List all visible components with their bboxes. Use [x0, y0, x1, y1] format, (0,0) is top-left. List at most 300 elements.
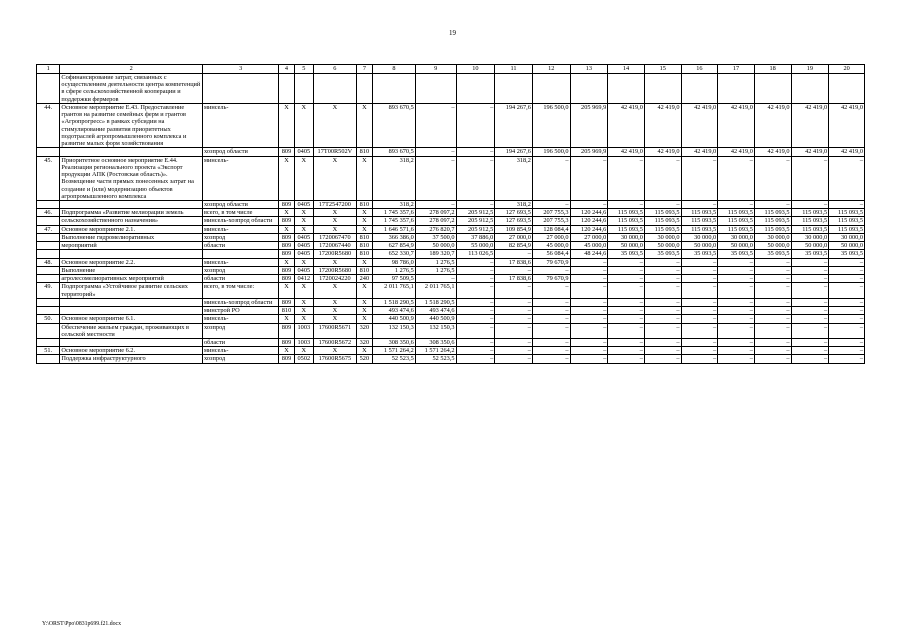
value-cell: X: [294, 103, 313, 147]
table-body: [37, 65, 865, 364]
value-cell: –: [495, 283, 533, 298]
value-cell: 45 000,0: [570, 242, 608, 250]
value-cell: 520: [356, 355, 372, 363]
value-cell: –: [718, 266, 755, 274]
value-cell: –: [681, 307, 718, 315]
value-cell: 35 093,5: [681, 250, 718, 258]
value-cell: –: [718, 200, 755, 208]
value-cell: –: [456, 275, 495, 283]
header-cell: 1: [37, 65, 60, 74]
value-cell: –: [718, 307, 755, 315]
value-cell: X: [279, 156, 294, 200]
header-cell: 2: [60, 65, 203, 74]
value-cell: 115 093,5: [608, 225, 645, 233]
executor-cell: [203, 250, 279, 258]
value-cell: 17 838,6: [495, 275, 533, 283]
value-cell: 809: [279, 338, 294, 346]
value-cell: 17600R5675: [313, 355, 356, 363]
value-cell: 115 093,5: [754, 225, 791, 233]
value-cell: 42 419,0: [791, 148, 829, 156]
value-cell: 308 350,6: [415, 338, 456, 346]
value-cell: 320: [356, 323, 372, 338]
value-cell: –: [681, 315, 718, 323]
value-cell: –: [532, 315, 570, 323]
value-cell: 97 509,5: [373, 275, 416, 283]
value-cell: 132 150,3: [415, 323, 456, 338]
header-cell: 7: [356, 65, 372, 74]
value-cell: 50 000,0: [608, 242, 645, 250]
value-cell: 493 474,6: [373, 307, 416, 315]
value-cell: –: [570, 156, 608, 200]
header-cell: 9: [415, 65, 456, 74]
value-cell: 42 419,0: [829, 148, 865, 156]
table-row: [37, 338, 865, 346]
value-cell: 809: [279, 298, 294, 306]
value-cell: –: [495, 315, 533, 323]
value-cell: –: [718, 338, 755, 346]
table-row: [37, 233, 865, 241]
value-cell: –: [829, 355, 865, 363]
value-cell: –: [608, 315, 645, 323]
value-cell: –: [495, 338, 533, 346]
value-cell: –: [608, 266, 645, 274]
name-cell: [60, 338, 203, 346]
name-cell: мероприятий: [60, 242, 203, 250]
value-cell: X: [313, 283, 356, 298]
value-cell: 42 419,0: [718, 148, 755, 156]
table-row: [37, 315, 865, 323]
value-cell: –: [532, 200, 570, 208]
value-cell: [829, 74, 865, 104]
value-cell: –: [456, 148, 495, 156]
value-cell: –: [644, 283, 681, 298]
value-cell: 132 150,3: [373, 323, 416, 338]
executor-cell: минсель-: [203, 156, 279, 200]
value-cell: –: [608, 347, 645, 355]
value-cell: –: [681, 275, 718, 283]
value-cell: –: [608, 258, 645, 266]
value-cell: 893 670,5: [373, 148, 416, 156]
name-cell: [60, 307, 203, 315]
executor-cell: минсель-хозпрод области: [203, 298, 279, 306]
value-cell: –: [456, 355, 495, 363]
value-cell: 35 093,5: [718, 250, 755, 258]
value-cell: 42 419,0: [754, 103, 791, 147]
value-cell: –: [754, 200, 791, 208]
table-row: [37, 225, 865, 233]
value-cell: –: [829, 200, 865, 208]
name-cell: [60, 200, 203, 208]
value-cell: –: [456, 283, 495, 298]
value-cell: 1 518 290,5: [415, 298, 456, 306]
value-cell: 82 854,9: [495, 242, 533, 250]
value-cell: –: [791, 258, 829, 266]
value-cell: –: [415, 148, 456, 156]
name-cell: Подпрограмма «Развитие мелиорации земель: [60, 209, 203, 217]
value-cell: 809: [279, 200, 294, 208]
value-cell: 1003: [294, 338, 313, 346]
row-number-cell: 48.: [37, 258, 60, 266]
value-cell: –: [791, 156, 829, 200]
program-table: [36, 64, 865, 364]
value-cell: 205 912,5: [456, 225, 495, 233]
value-cell: X: [294, 209, 313, 217]
value-cell: –: [570, 338, 608, 346]
value-cell: –: [754, 323, 791, 338]
executor-cell: всего, в том числе:: [203, 283, 279, 298]
value-cell: 42 419,0: [644, 103, 681, 147]
value-cell: –: [456, 338, 495, 346]
value-cell: X: [279, 209, 294, 217]
executor-cell: области: [203, 275, 279, 283]
value-cell: 42 419,0: [608, 103, 645, 147]
row-number-cell: [37, 266, 60, 274]
value-cell: 205 969,9: [570, 148, 608, 156]
value-cell: X: [294, 225, 313, 233]
value-cell: X: [279, 315, 294, 323]
value-cell: 366 386,0: [373, 233, 416, 241]
value-cell: [608, 74, 645, 104]
value-cell: –: [456, 156, 495, 200]
value-cell: 115 093,5: [681, 217, 718, 225]
value-cell: X: [294, 307, 313, 315]
value-cell: 0405: [294, 242, 313, 250]
value-cell: 113 026,5: [456, 250, 495, 258]
value-cell: –: [829, 307, 865, 315]
value-cell: –: [532, 266, 570, 274]
value-cell: –: [532, 347, 570, 355]
value-cell: 194 267,6: [495, 148, 533, 156]
row-number-cell: 49.: [37, 283, 60, 298]
value-cell: 809: [279, 323, 294, 338]
value-cell: 17Т00R502V: [313, 148, 356, 156]
name-cell: Основное мероприятие 2.1.: [60, 225, 203, 233]
value-cell: 115 093,5: [608, 217, 645, 225]
value-cell: X: [279, 347, 294, 355]
value-cell: X: [356, 156, 372, 200]
executor-cell: хозпрод области: [203, 200, 279, 208]
value-cell: 440 500,9: [373, 315, 416, 323]
executor-cell: хозпрод: [203, 323, 279, 338]
table-row: [37, 148, 865, 156]
value-cell: 0405: [294, 250, 313, 258]
row-number-cell: 46.: [37, 209, 60, 217]
value-cell: 37 886,0: [456, 233, 495, 241]
value-cell: 42 419,0: [608, 148, 645, 156]
value-cell: X: [294, 283, 313, 298]
row-number-cell: [37, 217, 60, 225]
table-row: [37, 355, 865, 363]
value-cell: –: [791, 200, 829, 208]
value-cell: –: [681, 156, 718, 200]
name-cell: [60, 250, 203, 258]
value-cell: –: [829, 315, 865, 323]
executor-cell: [203, 74, 279, 104]
value-cell: –: [415, 156, 456, 200]
table-row: [37, 103, 865, 147]
value-cell: 17200R5680: [313, 266, 356, 274]
value-cell: 127 693,5: [495, 217, 533, 225]
value-cell: 810: [356, 266, 372, 274]
value-cell: –: [608, 323, 645, 338]
name-cell: Основное мероприятие 6.2.: [60, 347, 203, 355]
value-cell: [718, 74, 755, 104]
value-cell: 308 350,6: [373, 338, 416, 346]
value-cell: X: [356, 307, 372, 315]
value-cell: –: [644, 298, 681, 306]
value-cell: –: [570, 283, 608, 298]
value-cell: –: [718, 315, 755, 323]
value-cell: –: [456, 347, 495, 355]
value-cell: 0502: [294, 355, 313, 363]
value-cell: 1 646 571,6: [373, 225, 416, 233]
value-cell: 50 000,0: [829, 242, 865, 250]
row-number-cell: [37, 338, 60, 346]
value-cell: 1 276,5: [373, 266, 416, 274]
name-cell: Выполнение: [60, 266, 203, 274]
executor-cell: области: [203, 242, 279, 250]
value-cell: –: [495, 298, 533, 306]
value-cell: 320: [356, 338, 372, 346]
value-cell: 115 093,5: [754, 209, 791, 217]
value-cell: [313, 74, 356, 104]
table-row: [37, 266, 865, 274]
executor-cell: минсель-: [203, 315, 279, 323]
header-cell: 15: [644, 65, 681, 74]
value-cell: 1720067470: [313, 233, 356, 241]
value-cell: –: [754, 315, 791, 323]
value-cell: 50 000,0: [754, 242, 791, 250]
value-cell: 276 820,7: [415, 225, 456, 233]
name-cell: Софинансирование затрат, связанных с осуществлением деятельности центра компетенций в сфере сельскохозяйственной кооперации и поддержки фермеров: [60, 74, 203, 104]
header-cell: 10: [456, 65, 495, 74]
value-cell: 35 093,5: [754, 250, 791, 258]
value-cell: 42 419,0: [718, 103, 755, 147]
value-cell: 115 093,5: [829, 225, 865, 233]
value-cell: 810: [356, 200, 372, 208]
value-cell: 810: [356, 242, 372, 250]
executor-cell: области: [203, 338, 279, 346]
value-cell: –: [570, 298, 608, 306]
value-cell: 109 854,9: [495, 225, 533, 233]
value-cell: 205 912,5: [456, 217, 495, 225]
value-cell: 278 097,2: [415, 209, 456, 217]
value-cell: –: [681, 338, 718, 346]
executor-cell: хозпрод области: [203, 148, 279, 156]
value-cell: 318,2: [495, 156, 533, 200]
value-cell: –: [495, 323, 533, 338]
value-cell: –: [754, 156, 791, 200]
value-cell: 115 093,5: [644, 209, 681, 217]
value-cell: X: [356, 103, 372, 147]
value-cell: 809: [279, 275, 294, 283]
table-row: [37, 250, 865, 258]
value-cell: 79 670,9: [532, 275, 570, 283]
value-cell: –: [829, 275, 865, 283]
table-row: [37, 242, 865, 250]
value-cell: 27 000,0: [495, 233, 533, 241]
value-cell: 810: [356, 250, 372, 258]
row-number-cell: [37, 298, 60, 306]
value-cell: X: [356, 258, 372, 266]
value-cell: 809: [279, 266, 294, 274]
header-cell: 19: [791, 65, 829, 74]
name-cell: Выполнение гидромелиоративных: [60, 233, 203, 241]
value-cell: 50 000,0: [718, 242, 755, 250]
value-cell: –: [754, 355, 791, 363]
value-cell: X: [294, 217, 313, 225]
value-cell: [570, 74, 608, 104]
value-cell: –: [532, 323, 570, 338]
value-cell: –: [829, 266, 865, 274]
value-cell: 30 000,0: [718, 233, 755, 241]
table-row: [37, 275, 865, 283]
executor-cell: всего, в том числе: [203, 209, 279, 217]
value-cell: –: [495, 347, 533, 355]
value-cell: –: [456, 307, 495, 315]
executor-cell: минсель-: [203, 258, 279, 266]
value-cell: –: [829, 283, 865, 298]
value-cell: X: [313, 298, 356, 306]
value-cell: –: [608, 275, 645, 283]
value-cell: –: [608, 298, 645, 306]
value-cell: X: [356, 315, 372, 323]
value-cell: 50 000,0: [791, 242, 829, 250]
value-cell: 205 912,5: [456, 209, 495, 217]
value-cell: –: [829, 338, 865, 346]
value-cell: –: [718, 283, 755, 298]
value-cell: –: [495, 266, 533, 274]
value-cell: –: [754, 347, 791, 355]
value-cell: –: [754, 275, 791, 283]
table-row: [37, 74, 865, 104]
value-cell: 30 000,0: [681, 233, 718, 241]
value-cell: X: [313, 209, 356, 217]
value-cell: –: [570, 355, 608, 363]
executor-cell: минсель-: [203, 347, 279, 355]
value-cell: –: [456, 298, 495, 306]
value-cell: –: [570, 323, 608, 338]
value-cell: –: [754, 338, 791, 346]
value-cell: [681, 74, 718, 104]
row-number-cell: 45.: [37, 156, 60, 200]
row-number-cell: [37, 355, 60, 363]
value-cell: X: [313, 307, 356, 315]
value-cell: –: [570, 258, 608, 266]
value-cell: 115 093,5: [681, 209, 718, 217]
table-header-row: [37, 65, 865, 74]
header-cell: 14: [608, 65, 645, 74]
value-cell: X: [294, 347, 313, 355]
value-cell: 1 518 290,5: [373, 298, 416, 306]
value-cell: –: [829, 347, 865, 355]
table-row: [37, 307, 865, 315]
value-cell: –: [608, 200, 645, 208]
value-cell: 627 854,9: [373, 242, 416, 250]
header-cell: 13: [570, 65, 608, 74]
value-cell: –: [608, 283, 645, 298]
header-cell: 17: [718, 65, 755, 74]
value-cell: 50 000,0: [415, 242, 456, 250]
value-cell: –: [456, 323, 495, 338]
name-cell: Основное мероприятие Е.43. Предоставление грантов на развитие семейных ферм и грантов «Агропрогресс» в рамках субсидии на стимулирование развития приоритетных подотраслей агропромышленного комплекса и развитие малых форм хозяйствования: [60, 103, 203, 147]
value-cell: 809: [279, 242, 294, 250]
row-number-cell: 47.: [37, 225, 60, 233]
value-cell: 115 093,5: [829, 217, 865, 225]
value-cell: 196 500,0: [532, 103, 570, 147]
value-cell: –: [456, 103, 495, 147]
value-cell: –: [456, 258, 495, 266]
value-cell: 115 093,5: [718, 225, 755, 233]
value-cell: –: [570, 315, 608, 323]
value-cell: [791, 74, 829, 104]
value-cell: X: [356, 347, 372, 355]
program-table-container: [36, 64, 865, 612]
value-cell: X: [294, 156, 313, 200]
value-cell: 30 000,0: [608, 233, 645, 241]
value-cell: –: [644, 258, 681, 266]
value-cell: 17200R5680: [313, 250, 356, 258]
value-cell: 30 000,0: [791, 233, 829, 241]
value-cell: –: [829, 298, 865, 306]
value-cell: X: [356, 225, 372, 233]
value-cell: 0412: [294, 275, 313, 283]
value-cell: –: [608, 156, 645, 200]
value-cell: X: [313, 347, 356, 355]
value-cell: X: [356, 283, 372, 298]
value-cell: –: [532, 298, 570, 306]
value-cell: 810: [356, 233, 372, 241]
value-cell: –: [718, 156, 755, 200]
value-cell: –: [532, 156, 570, 200]
table-row: [37, 298, 865, 306]
footer-file-path: Y:\ORST\Ppo\0831p699.f21.docx: [42, 621, 122, 627]
value-cell: 42 419,0: [681, 103, 718, 147]
value-cell: X: [356, 298, 372, 306]
value-cell: [373, 74, 416, 104]
value-cell: –: [681, 347, 718, 355]
value-cell: X: [356, 217, 372, 225]
value-cell: X: [313, 217, 356, 225]
value-cell: –: [644, 307, 681, 315]
value-cell: 493 474,6: [415, 307, 456, 315]
value-cell: 52 523,5: [373, 355, 416, 363]
value-cell: –: [829, 323, 865, 338]
value-cell: –: [718, 323, 755, 338]
value-cell: –: [791, 315, 829, 323]
value-cell: 42 419,0: [791, 103, 829, 147]
header-cell: 5: [294, 65, 313, 74]
value-cell: 318,2: [373, 156, 416, 200]
value-cell: X: [356, 209, 372, 217]
value-cell: 35 093,5: [644, 250, 681, 258]
header-cell: 4: [279, 65, 294, 74]
value-cell: 115 093,5: [754, 217, 791, 225]
executor-cell: минсель-: [203, 225, 279, 233]
value-cell: 810: [356, 148, 372, 156]
name-cell: Поддержка инфраструктурного: [60, 355, 203, 363]
value-cell: –: [681, 200, 718, 208]
row-number-cell: [37, 233, 60, 241]
value-cell: 37 500,0: [415, 233, 456, 241]
value-cell: 79 670,9: [532, 258, 570, 266]
value-cell: –: [718, 355, 755, 363]
value-cell: 50 000,0: [681, 242, 718, 250]
value-cell: 652 330,7: [373, 250, 416, 258]
value-cell: X: [313, 258, 356, 266]
value-cell: –: [608, 307, 645, 315]
value-cell: –: [608, 355, 645, 363]
